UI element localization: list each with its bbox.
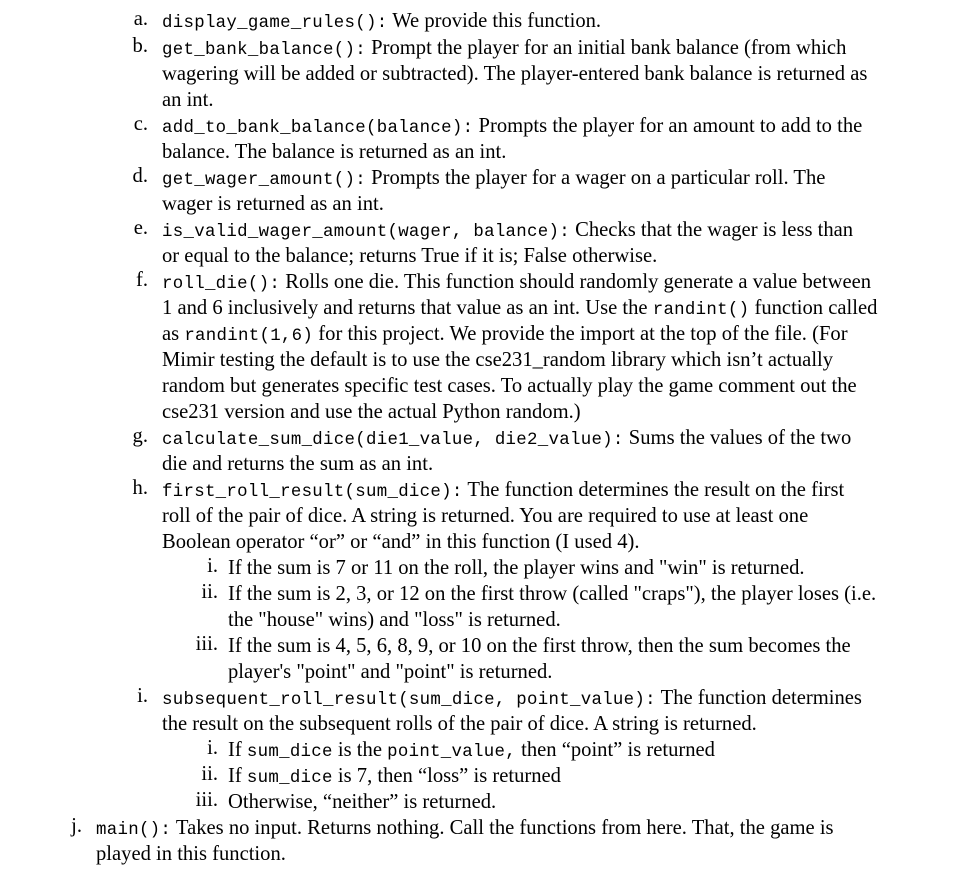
sub-item-text: If	[228, 765, 247, 787]
item-line	[162, 269, 871, 298]
sub-item-line	[228, 763, 561, 792]
sub-item-text: If the sum is 7 or 11 on the roll, the player wins and "win" is returned.	[228, 557, 805, 579]
item-text: cse231 version and use the actual Python random.)	[162, 401, 581, 423]
item-text: or equal to the balance; returns True if it is; False otherwise.	[162, 245, 658, 267]
function-signature: first_roll_result(sum_dice):	[162, 483, 463, 502]
item-text: Boolean operator “or” or “and” in this function (I used 4).	[162, 531, 640, 553]
inline-code: sum_dice	[246, 743, 333, 762]
inline-code: sum_dice	[246, 769, 333, 788]
item-text: as	[162, 323, 185, 345]
sub-item-text: then “point” is returned	[515, 739, 715, 761]
item-text: wagering will be added or subtracted). The player-entered bank balance is returned as	[162, 63, 868, 85]
sub-item-marker: iii.	[195, 789, 218, 811]
sub-item-marker: iii.	[195, 633, 218, 655]
item-marker: c.	[133, 113, 148, 135]
function-signature: get_bank_balance():	[162, 41, 366, 60]
item-text: for this project. We provide the import at the top of the file. (For	[313, 323, 848, 345]
item-text: Mimir testing the default is to use the cse231_random library which isn’t actually	[162, 349, 834, 371]
item-text: the result on the subsequent rolls of the pair of dice. A string is returned.	[162, 713, 757, 735]
item-line	[162, 217, 853, 246]
item-text: Sums the values of the two	[623, 427, 852, 449]
function-signature: get_wager_amount():	[162, 171, 366, 190]
sub-item-marker: ii.	[201, 581, 218, 603]
function-signature: calculate_sum_dice(die1_value, die2_value):	[162, 431, 624, 450]
item-text: Takes no input. Returns nothing. Call the functions from here. That, the game is	[171, 817, 834, 839]
item-line	[162, 165, 825, 194]
item-text: 1 and 6 inclusively and returns that value as an int. Use the	[162, 297, 653, 319]
item-line	[96, 815, 834, 844]
sub-item-text: is 7, then “loss” is returned	[332, 765, 561, 787]
item-line	[162, 8, 601, 37]
item-marker: a.	[133, 8, 148, 30]
sub-item-marker: ii.	[201, 763, 218, 785]
item-text: Prompt the player for an initial bank balance (from which	[366, 37, 847, 59]
function-signature: add_to_bank_balance(balance):	[162, 119, 474, 138]
item-text: balance. The balance is returned as an int.	[162, 141, 507, 163]
sub-item-text: is the	[332, 739, 388, 761]
item-text: We provide this function.	[387, 10, 602, 32]
inline-code: randint(1,6)	[184, 327, 314, 346]
sub-item-text: player's "point" and "point" is returned.	[228, 661, 553, 683]
item-text: played in this function.	[96, 843, 286, 865]
item-text: function called	[749, 297, 878, 319]
item-text: an int.	[162, 89, 214, 111]
item-marker: d.	[132, 165, 148, 187]
item-text: Rolls one die. This function should randomly generate a value between	[280, 271, 872, 293]
item-line	[162, 113, 862, 142]
sub-item-text: If the sum is 4, 5, 6, 8, 9, or 10 on the first throw, then the sum becomes the	[228, 635, 851, 657]
item-line	[162, 295, 877, 324]
item-marker: g.	[132, 425, 148, 447]
item-line	[162, 321, 848, 350]
item-marker: h.	[132, 477, 148, 499]
sub-item-text: If	[228, 739, 247, 761]
item-marker: e.	[133, 217, 148, 239]
item-text: roll of the pair of dice. A string is returned. You are required to use at least one	[162, 505, 809, 527]
inline-code: point_value,	[387, 743, 516, 762]
item-text: die and returns the sum as an int.	[162, 453, 434, 475]
item-text: random but generates specific test cases. To actually play the game comment out the	[162, 375, 857, 397]
item-marker: i.	[137, 685, 148, 707]
function-signature: main():	[96, 821, 172, 840]
item-text: Checks that the wager is less than	[569, 219, 854, 241]
item-line	[162, 35, 846, 64]
sub-item-text: the "house" wins) and "loss" is returned.	[228, 609, 561, 631]
item-text: Prompts the player for a wager on a particular roll. The	[366, 167, 826, 189]
sub-item-marker: i.	[207, 737, 218, 759]
sub-item-line	[228, 737, 715, 766]
item-line	[162, 685, 862, 714]
inline-code: randint()	[652, 301, 750, 320]
item-line	[162, 477, 844, 506]
item-marker: j.	[71, 815, 82, 837]
item-marker: b.	[132, 35, 148, 57]
function-signature: roll_die():	[162, 275, 281, 294]
function-signature: display_game_rules():	[162, 14, 388, 33]
function-signature: is_valid_wager_amount(wager, balance):	[162, 223, 570, 242]
item-line	[162, 425, 851, 454]
item-text: The function determines the result on the first	[462, 479, 845, 501]
item-text: wager is returned as an int.	[162, 193, 384, 215]
item-text: Prompts the player for an amount to add to the	[473, 115, 863, 137]
item-marker: f.	[135, 269, 148, 291]
sub-item-text: If the sum is 2, 3, or 12 on the first throw (called "craps"), the player loses (i.e.	[228, 583, 877, 605]
item-text: The function determines	[655, 687, 862, 709]
sub-item-marker: i.	[207, 555, 218, 577]
sub-item-text: Otherwise, “neither” is returned.	[228, 791, 497, 813]
function-signature: subsequent_roll_result(sum_dice, point_value):	[162, 691, 656, 710]
